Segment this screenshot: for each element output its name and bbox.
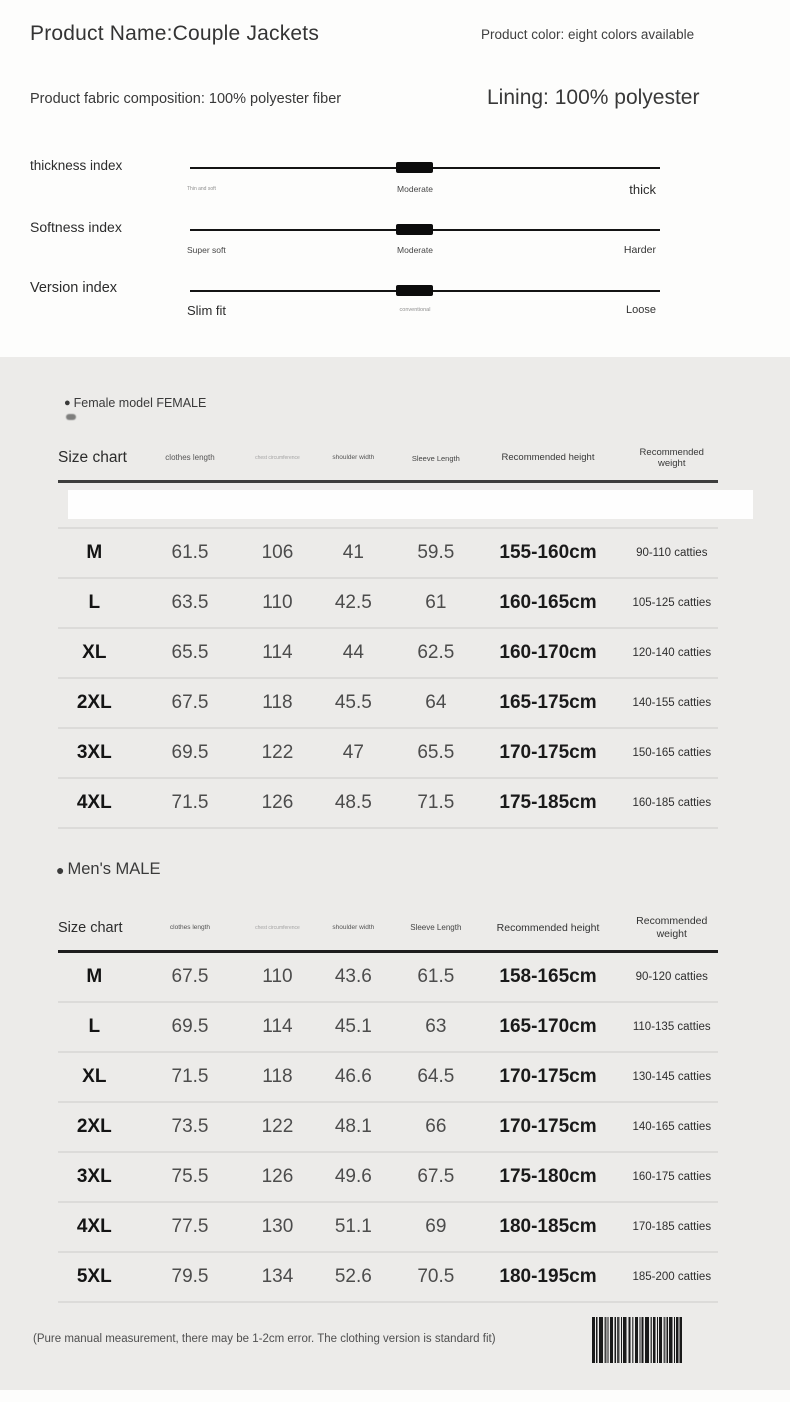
female-table-header (58, 436, 718, 480)
length-cell: 67.5 (171, 966, 209, 987)
softness-index-label: Softness index (30, 219, 122, 235)
length-cell: 75.5 (171, 1166, 209, 1187)
chest-cell: 118 (262, 1066, 293, 1087)
length-cell: 73.5 (171, 1116, 209, 1137)
thickness-left-label: Thin and soft (187, 186, 216, 192)
length-cell: 79.5 (171, 1266, 209, 1287)
chest-cell: 122 (261, 1116, 294, 1137)
version-index-label: Version index (30, 280, 118, 296)
column-header-recommended-weight: Recommended weight (636, 915, 708, 940)
height-cell: 165-175cm (499, 692, 597, 713)
table-row (58, 629, 718, 679)
table-row (58, 1153, 718, 1203)
height-cell: 180-185cm (499, 1216, 597, 1237)
height-cell: 170-175cm (499, 742, 597, 763)
male-size-table (58, 953, 718, 1303)
size-cell: 2XL (76, 1116, 112, 1137)
length-cell: 67.5 (171, 692, 209, 713)
height-cell: 165-170cm (499, 1016, 597, 1037)
sleeve-cell: 70.5 (417, 1266, 455, 1287)
chest-cell: 114 (262, 642, 293, 663)
column-header-chest-circumference: chest circumference (255, 925, 300, 931)
weight-cell: 130-145 catties (632, 1071, 712, 1083)
length-cell: 71.5 (171, 792, 209, 813)
weight-cell: 170-185 catties (632, 1221, 712, 1233)
version-left-label: Slim fit (187, 303, 226, 318)
female-size-chart-title: Size chart (58, 449, 127, 466)
length-cell: 69.5 (171, 742, 209, 763)
table-row (58, 779, 718, 829)
size-cell: M (86, 966, 103, 987)
bullet-icon: ● (64, 396, 71, 409)
table-row (58, 1203, 718, 1253)
shoulder-cell: 43.6 (334, 966, 372, 987)
column-header-sleeve-length: Sleeve Length (411, 453, 460, 463)
table-row (58, 1053, 718, 1103)
chest-cell: 110 (262, 592, 293, 613)
thickness-slider-marker (396, 162, 433, 173)
thickness-right-label: thick (629, 182, 656, 197)
shoulder-cell: 47 (342, 742, 364, 763)
table-row (58, 529, 718, 579)
height-cell: 175-180cm (499, 1166, 597, 1187)
male-heading-text: Men's MALE (67, 860, 161, 878)
shoulder-cell: 49.6 (334, 1166, 372, 1187)
softness-middle-label: Moderate (397, 245, 433, 255)
shoulder-cell: 45.5 (334, 692, 372, 713)
table-row (58, 1103, 718, 1153)
chest-cell: 110 (262, 966, 293, 987)
male-size-chart-title: Size chart (58, 920, 123, 936)
female-size-table (58, 527, 718, 829)
female-section-heading (64, 396, 206, 410)
male-table-header (58, 906, 718, 950)
whited-out-row (68, 490, 753, 519)
version-middle-label: conventional (399, 307, 431, 313)
weight-cell: 150-165 catties (632, 747, 712, 759)
shoulder-cell: 42.5 (334, 592, 372, 613)
shoulder-cell: 41 (342, 542, 364, 563)
thickness-slider-track (190, 167, 660, 169)
shoulder-cell: 51.1 (334, 1216, 372, 1237)
weight-cell: 185-200 catties (632, 1271, 712, 1283)
length-cell: 69.5 (171, 1016, 209, 1037)
size-cell: L (88, 1016, 101, 1037)
column-header-clothes-length: clothes length (169, 924, 211, 932)
smudge-artifact (66, 414, 76, 420)
height-cell: 160-170cm (499, 642, 597, 663)
product-color-note: Product color: eight colors available (481, 27, 695, 42)
size-cell: M (86, 542, 103, 563)
column-header-recommended-height: Recommended height (496, 921, 600, 934)
height-cell: 180-195cm (499, 1266, 597, 1287)
male-section-heading (56, 860, 160, 879)
sleeve-cell: 65.5 (417, 742, 455, 763)
height-cell: 170-175cm (499, 1116, 597, 1137)
chest-cell: 134 (261, 1266, 294, 1287)
weight-cell: 90-110 catties (636, 547, 708, 559)
column-header-recommended-height: Recommended height (501, 452, 595, 464)
sleeve-cell: 71.5 (417, 792, 455, 813)
weight-cell: 120-140 catties (632, 647, 712, 659)
size-cell: L (88, 592, 101, 613)
weight-cell: 160-185 catties (632, 797, 712, 809)
sleeve-cell: 61 (425, 592, 447, 613)
chest-cell: 114 (262, 1016, 293, 1037)
sleeve-cell: 67.5 (417, 1166, 455, 1187)
chest-cell: 126 (261, 792, 294, 813)
size-cell: 5XL (76, 1266, 112, 1287)
softness-slider-track (190, 229, 660, 231)
thickness-middle-label: Moderate (397, 184, 433, 194)
thickness-index-label: thickness index (30, 158, 123, 173)
size-cell: 4XL (76, 1216, 112, 1237)
female-header-rule (58, 480, 718, 483)
bullet-icon: ● (56, 861, 65, 878)
table-row (58, 579, 718, 629)
height-cell: 175-185cm (499, 792, 597, 813)
female-heading-text: Female model FEMALE (73, 396, 207, 410)
shoulder-cell: 52.6 (334, 1266, 372, 1287)
chest-cell: 118 (262, 692, 293, 713)
fabric-composition: Product fabric composition: 100% polyester fiber (30, 91, 342, 107)
shoulder-cell: 46.6 (334, 1066, 372, 1087)
softness-right-label: Harder (623, 244, 656, 256)
sleeve-cell: 62.5 (417, 642, 455, 663)
column-header-clothes-length: clothes length (165, 453, 215, 463)
chest-cell: 130 (261, 1216, 294, 1237)
table-row (58, 1253, 718, 1303)
sleeve-cell: 64.5 (417, 1066, 455, 1087)
product-name: Product Name:Couple Jackets (30, 22, 320, 45)
weight-cell: 140-165 catties (632, 1121, 712, 1133)
shoulder-cell: 48.5 (334, 792, 372, 813)
length-cell: 65.5 (171, 642, 209, 663)
column-header-chest-circumference: chest circumference (255, 455, 300, 461)
lining-composition: Lining: 100% polyester (487, 86, 700, 109)
size-cell: XL (82, 642, 107, 663)
sleeve-cell: 69 (425, 1216, 447, 1237)
size-cell: 3XL (76, 742, 112, 763)
shoulder-cell: 48.1 (334, 1116, 372, 1137)
softness-slider-marker (396, 224, 433, 235)
length-cell: 77.5 (171, 1216, 209, 1237)
column-header-shoulder-width: shoulder width (332, 924, 375, 932)
version-slider-marker (396, 285, 433, 296)
table-row (58, 953, 718, 1003)
table-row (58, 1003, 718, 1053)
version-right-label: Loose (626, 304, 656, 316)
barcode-icon (592, 1317, 682, 1363)
sleeve-cell: 66 (425, 1116, 447, 1137)
length-cell: 71.5 (171, 1066, 209, 1087)
height-cell: 155-160cm (499, 542, 597, 563)
weight-cell: 140-155 catties (632, 697, 712, 709)
weight-cell: 105-125 catties (632, 597, 712, 609)
table-row (58, 679, 718, 729)
height-cell: 160-165cm (499, 592, 597, 613)
length-cell: 61.5 (171, 542, 209, 563)
sleeve-cell: 59.5 (417, 542, 455, 563)
column-header-sleeve-length: Sleeve Length (410, 923, 462, 933)
chest-cell: 126 (261, 1166, 294, 1187)
size-cell: 4XL (76, 792, 112, 813)
version-slider-track (190, 290, 660, 292)
softness-left-label: Super soft (187, 245, 226, 255)
chest-cell: 106 (261, 542, 294, 563)
column-header-recommended-weight: Recommended weight (639, 446, 704, 469)
length-cell: 63.5 (171, 592, 209, 613)
shoulder-cell: 45.1 (334, 1016, 372, 1037)
height-cell: 158-165cm (499, 966, 597, 987)
sleeve-cell: 64 (425, 692, 447, 713)
size-cell: 2XL (76, 692, 112, 713)
weight-cell: 90-120 catties (635, 971, 708, 983)
measurement-note: (Pure manual measurement, there may be 1-2cm error. The clothing version is standard fit) (33, 1333, 496, 1345)
sleeve-cell: 61.5 (417, 966, 455, 987)
table-row (58, 729, 718, 779)
column-header-shoulder-width: shoulder width (332, 454, 375, 462)
chest-cell: 122 (261, 742, 294, 763)
height-cell: 170-175cm (499, 1066, 597, 1087)
weight-cell: 110-135 catties (632, 1021, 711, 1033)
weight-cell: 160-175 catties (632, 1171, 712, 1183)
shoulder-cell: 44 (342, 642, 364, 663)
size-cell: XL (82, 1066, 107, 1087)
size-cell: 3XL (76, 1166, 112, 1187)
sleeve-cell: 63 (425, 1016, 447, 1037)
